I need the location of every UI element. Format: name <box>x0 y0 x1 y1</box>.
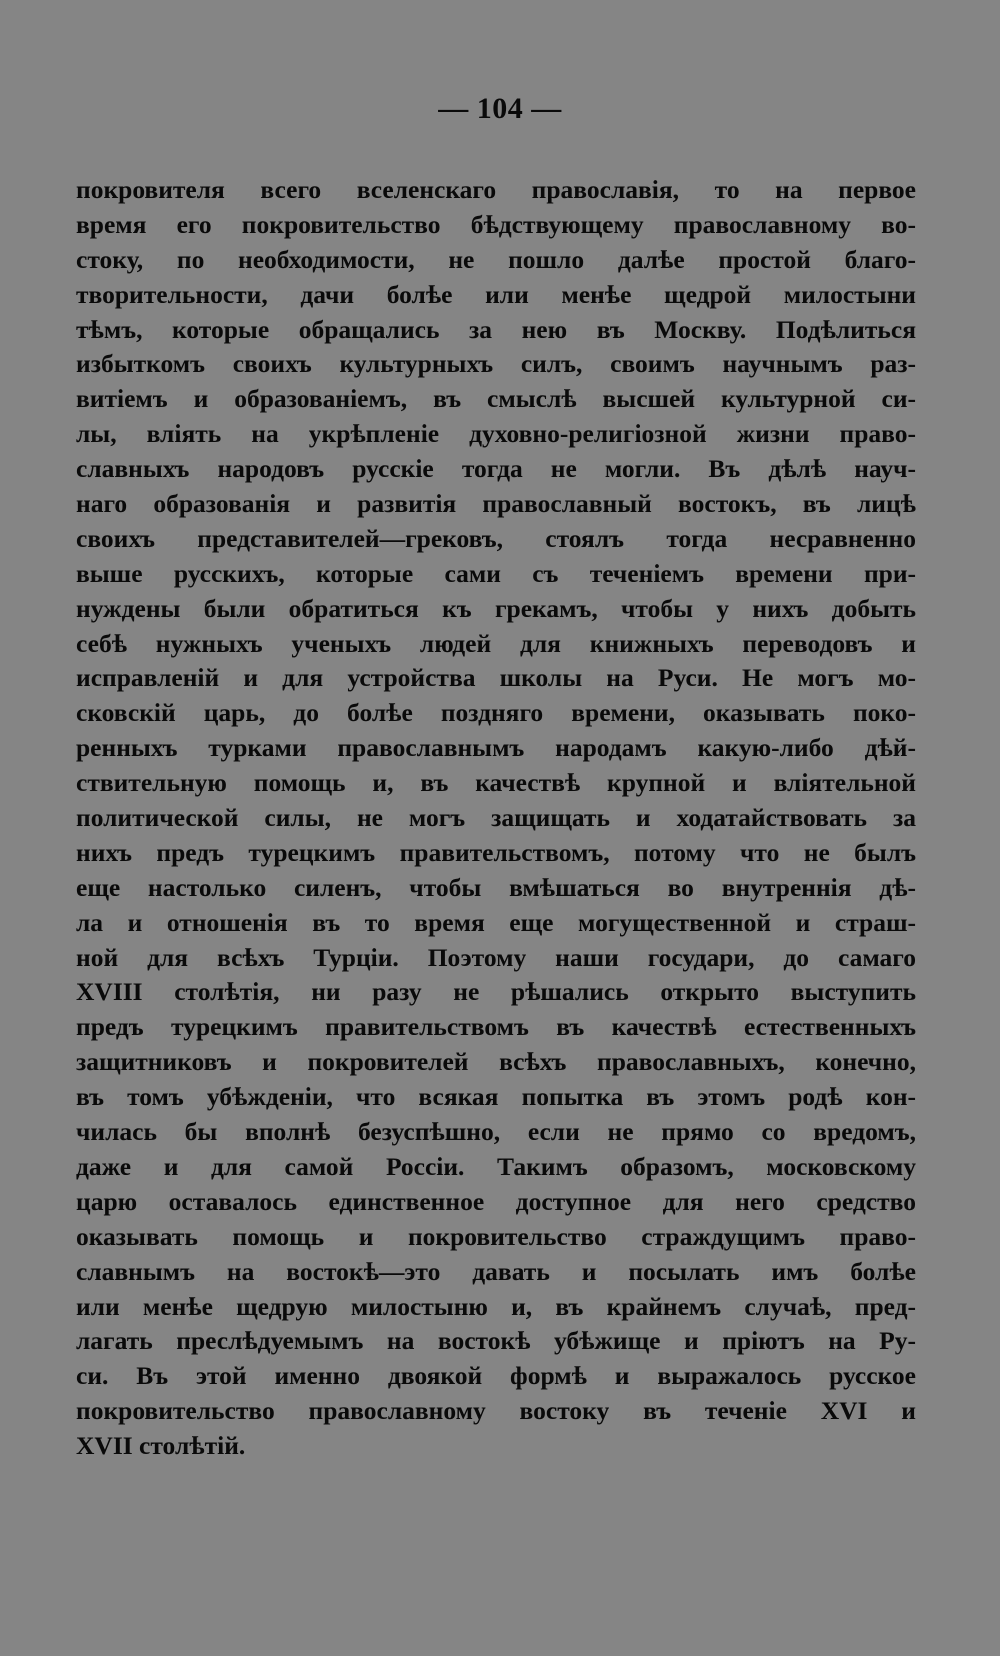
text-line: еще настолько силенъ, чтобы вмѣшаться во внутреннія дѣ- <box>76 872 916 902</box>
body-text <box>76 173 916 1464</box>
text-line: славныхъ народовъ русскіе тогда не могли. Въ дѣлѣ науч- <box>76 454 916 484</box>
text-line: оказывать помощь и покровительство страждущимъ право- <box>76 1221 916 1251</box>
text-line: XVII столѣтій. <box>76 1431 246 1461</box>
text-line: даже и для самой Россіи. Такимъ образомъ, московскому <box>76 1151 916 1181</box>
text-line: избыткомъ своихъ культурныхъ силъ, своимъ научнымъ раз- <box>76 349 916 379</box>
text-line: защитниковъ и покровителей всѣхъ православныхъ, конечно, <box>76 1047 916 1077</box>
text-line: политической силы, не могъ защищать и ходатайствовать за <box>76 803 916 833</box>
text-line: или менѣе щедрую милостыню и, въ крайнемъ случаѣ, пред- <box>76 1291 916 1321</box>
text-line: ной для всѣхъ Турціи. Поэтому наши государи, до самаго <box>76 942 916 972</box>
page-number: — 104 — <box>438 92 562 125</box>
text-line: си. Въ этой именно двоякой формѣ и выражалось русское <box>76 1361 916 1391</box>
text-line: ренныхъ турками православнымъ народамъ какую-либо дѣй- <box>76 733 916 763</box>
text-line: покровителя всего вселенскаго православія, то на первое <box>76 175 916 204</box>
text-line: чилась бы вполнѣ безуспѣшно, если не прямо со вредомъ, <box>76 1117 916 1147</box>
text-line: себѣ нужныхъ ученыхъ людей для книжныхъ переводовъ и <box>76 628 916 658</box>
text-line: сковскій царь, до болѣе поздняго времени, оказывать поко- <box>76 698 916 728</box>
text-line: исправленій и для устройства школы на Руси. Не могъ мо- <box>76 663 916 693</box>
text-line: выше русскихъ, которые сами съ теченіемъ времени при- <box>76 558 916 588</box>
text-line: покровительство православному востоку въ теченіе XVI и <box>76 1396 916 1426</box>
text-line: наго образованія и развитія православный востокъ, въ лицѣ <box>76 489 916 519</box>
text-line: предъ турецкимъ правительствомъ въ качествѣ естественныхъ <box>76 1012 916 1042</box>
text-line: лагать преслѣдуемымъ на востокѣ убѣжище и пріютъ на Ру- <box>76 1326 916 1356</box>
text-line: ствительную помощь и, въ качествѣ крупной и вліятельной <box>76 768 916 798</box>
text-line: царю оставалось единственное доступное для него средство <box>76 1186 916 1216</box>
text-line: витіемъ и образованіемъ, въ смыслѣ высшей культурной си- <box>76 384 916 414</box>
text-line: въ томъ убѣжденіи, что всякая попытка въ этомъ родѣ кон- <box>76 1082 916 1112</box>
text-line: лы, вліять на укрѣпленіе духовно-религіозной жизни право- <box>76 419 916 449</box>
text-line: ла и отношенія въ то время еще могущественной и страш- <box>76 907 916 937</box>
text-line: творительности, дачи болѣе или менѣе щедрой милостыни <box>76 279 916 309</box>
text-line: славнымъ на востокѣ—это давать и посылать имъ болѣе <box>76 1256 916 1286</box>
text-line: XVIII столѣтія, ни разу не рѣшались открыто выступить <box>76 977 916 1007</box>
text-line: время его покровительство бѣдствующему православному во- <box>76 209 916 239</box>
text-line: стоку, по необходимости, не пошло далѣе простой благо- <box>76 244 916 274</box>
text-line: нуждены были обратиться къ грекамъ, чтобы у нихъ добыть <box>76 593 916 623</box>
text-line: тѣмъ, которые обращались за нею въ Москву. Подѣлиться <box>76 314 916 344</box>
text-line: своихъ представителей—грековъ, стоялъ тогда несравненно <box>76 523 916 553</box>
text-line: нихъ предъ турецкимъ правительствомъ, потому что не былъ <box>76 837 916 867</box>
